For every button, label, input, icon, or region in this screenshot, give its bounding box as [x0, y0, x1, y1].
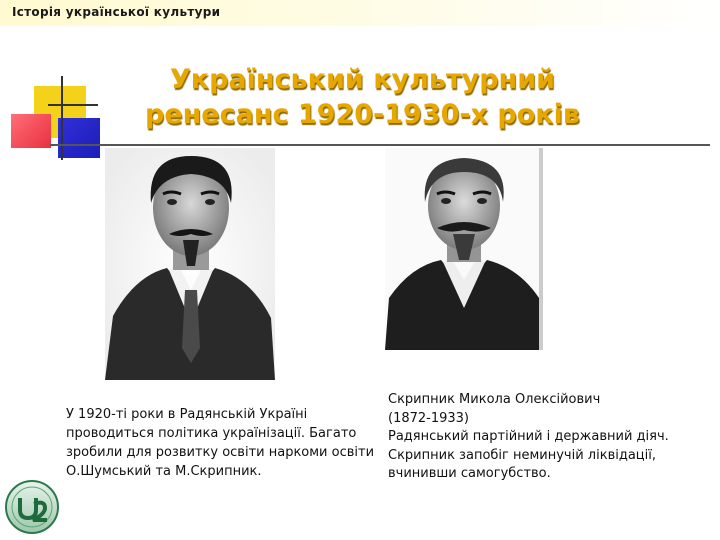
- portrait-right: [385, 148, 543, 350]
- decor-red-square: [11, 114, 51, 148]
- slide-title-line-1: Український культурний: [169, 64, 556, 95]
- header-bar: [0, 0, 720, 26]
- left-caption: У 1920-ті роки в Радянській Україні проводиться політика українізації. Багато зробили для розвитку освіти наркоми освіти О.Шумський та М.Скрипник.: [66, 407, 375, 479]
- decor-horizontal-line: [48, 104, 98, 106]
- slide-title: [100, 62, 625, 132]
- title-underline: [50, 144, 710, 146]
- person-description-1: Радянський партійний і державний діяч.: [388, 429, 669, 444]
- right-caption: [388, 391, 718, 484]
- decor-vertical-line: [61, 76, 63, 160]
- header-title: Історія української культури: [12, 5, 221, 19]
- person-description-3: вчинивши самогубство.: [388, 466, 551, 481]
- person-years: (1872-1933): [388, 410, 470, 426]
- decor-blue-square: [58, 118, 100, 158]
- person-name: Скрипник Микола Олексійович: [388, 392, 601, 407]
- person-description-2: Скрипник запобіг неминучій ліквідації,: [388, 447, 657, 463]
- portrait-left: [105, 148, 275, 380]
- university-logo-icon: [3, 478, 61, 536]
- slide-title-line-2: ренесанс 1920-1930-х років: [145, 99, 580, 130]
